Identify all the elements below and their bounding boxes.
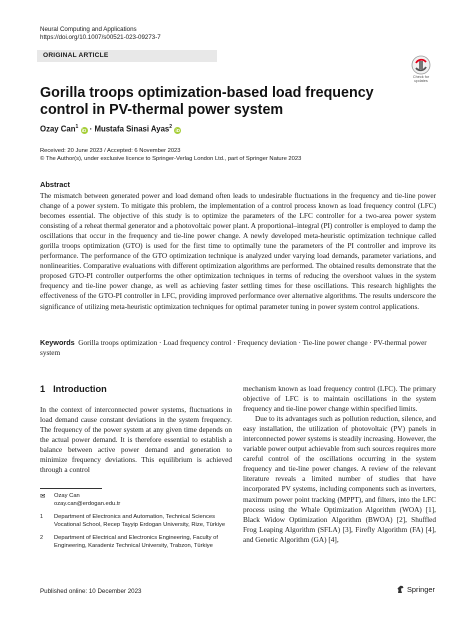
abstract-heading: Abstract	[40, 180, 70, 189]
keywords-label: Keywords	[40, 338, 75, 347]
copyright-notice: © The Author(s), under exclusive licence to Springer-Verlag London Ltd., part of Springer Nature 2023	[40, 155, 302, 162]
publisher-name: Springer	[407, 585, 435, 594]
article-dates	[40, 148, 301, 164]
section-number: 1	[40, 384, 46, 394]
journal-header	[40, 26, 161, 42]
affiliation-mark: 2	[40, 535, 44, 542]
affiliation-2	[40, 535, 230, 550]
affiliation-text: Department of Electrical and Electronics Engineering, Faculty of Engineering, Karadeniz Technical University, Trabzon, Türkiye	[54, 535, 219, 549]
received-accepted-dates: Received: 20 June 2023 / Accepted: 6 November 2023	[40, 148, 181, 154]
mail-icon: ✉	[40, 493, 46, 500]
check-updates-line2: updates	[414, 79, 428, 84]
intro-paragraph: Due to its advantages such as pollution reduction, silence, and easy installation, the utilization of photovoltaic (PV) panels in interconnected power systems is steadily increasing. However, the variable power output achievable from such sources requires more careful control of the oscillations occurring in the system frequency and tie-line power changes. A review of the relevant literature reveals a limited number of studies that have incorporated PV systems, including components such as inverters, maximum power point tracking (MPPT), and filters, into the LFC process using the Whale Optimization Algorithm (WOA) [1], Black Widow Optimization Algorithm (BWOA) [2], Shuffled Frog Leaping Algorithm (SFLA) [3], Firefly Algorithm (FA) [4], and Genetic Algorithm (GA) [4],	[243, 415, 436, 544]
intro-paragraph: mechanism known as load frequency control (LFC). The primary objective of LFC is to maintain oscillations in the system frequency and tie-line power change within specified limits.	[243, 385, 436, 414]
journal-name: Neural Computing and Applications	[40, 26, 137, 33]
affiliation-mark: 1	[40, 514, 44, 521]
check-updates-line1: Check for	[412, 75, 430, 79]
keywords	[40, 338, 436, 358]
author-separator: ·	[89, 124, 93, 134]
orcid-icon[interactable]: iD	[81, 127, 87, 133]
published-date: Published online: 10 December 2023	[40, 588, 142, 595]
orcid-icon[interactable]: iD	[175, 127, 180, 133]
footnote-divider	[40, 488, 102, 489]
check-updates-icon	[410, 55, 432, 75]
intro-paragraph-left: In the context of interconnected power systems, fluctuations in load demand cause constant deviations in the system frequency. The frequency of the power system at any given time depends on the actual power demand. It is therefore essential to establish a balance between active power demand and generation to minimize frequency deviations. This equilibrium is achieved through a control	[40, 406, 232, 475]
affiliation-1	[40, 514, 230, 529]
author-affiliation-mark: 2	[169, 124, 173, 130]
author-affiliation-mark: 1	[75, 124, 79, 130]
author-list	[40, 124, 181, 134]
springer-horse-icon	[396, 585, 405, 594]
keywords-text: Gorilla troops optimization · Load frequency control · Frequency deviation · Tie-line power change · PV-thermal power system	[40, 339, 427, 358]
publisher-logo	[396, 585, 435, 594]
intro-column-right	[243, 384, 436, 545]
abstract-text: The mismatch between generated power and load demand often leads to undesirable fluctuations in the frequency and tie-line power change of a power system. To mitigate this problem, the implementation of a control process known as load frequency control (LFC) becomes essential. The objective of this study is to optimize the parameters of the LFC controller for a two-area power system consisting of a reheat thermal generator and a photovoltaic power plant. A proportional–integral (PI) controller is employed to damp the oscillations that occur in the frequency and tie-line power change. A newly developed meta-heuristic optimization technique called gorilla troops optimization (GTO) is used for the first time to optimally tune the parameters of the PI controller and improve its performance. The performance of the GTO optimization technique is analyzed under varying load demands, parameter variations, and nonlinearities. Comparative evaluations with different optimization algorithms are performed. The obtained results demonstrate that the proposed GTO-PI controller outperforms the other optimization techniques in terms of reducing the overshoot values in the system frequency and tie-line power change, as well as achieving faster settling times for these oscillations. This research highlights the effectiveness of the GTO-PI controller in LFC, providing improved performance over alternative algorithms. The results underscore the significance of utilizing meta-heuristic optimization techniques for optimal parameter tuning in power system control applications.	[40, 192, 436, 311]
section-heading-introduction	[40, 384, 107, 394]
corresponding-author-name: Ozay Can	[54, 493, 80, 499]
article-type-banner: ORIGINAL ARTICLE	[37, 50, 217, 62]
corresponding-author	[40, 493, 230, 508]
affiliation-text: Department of Electronics and Automation, Technical Sciences Vocational School, Recep Tayyip Erdogan University, Rize, Türkiye	[54, 514, 226, 528]
doi-link[interactable]: https://doi.org/10.1007/s00521-023-09273-7	[40, 34, 161, 41]
author-name[interactable]: Ozay Can	[40, 124, 76, 134]
article-title: Gorilla troops optimization-based load frequency control in PV-thermal power system	[40, 85, 374, 118]
corresponding-author-email[interactable]: ozay.can@erdogan.edu.tr	[54, 500, 121, 507]
author-name[interactable]: Mustafa Sinasi Ayas	[94, 124, 170, 134]
footnotes	[40, 493, 230, 551]
check-for-updates-badge[interactable]	[406, 55, 436, 84]
section-title: Introduction	[53, 384, 107, 394]
